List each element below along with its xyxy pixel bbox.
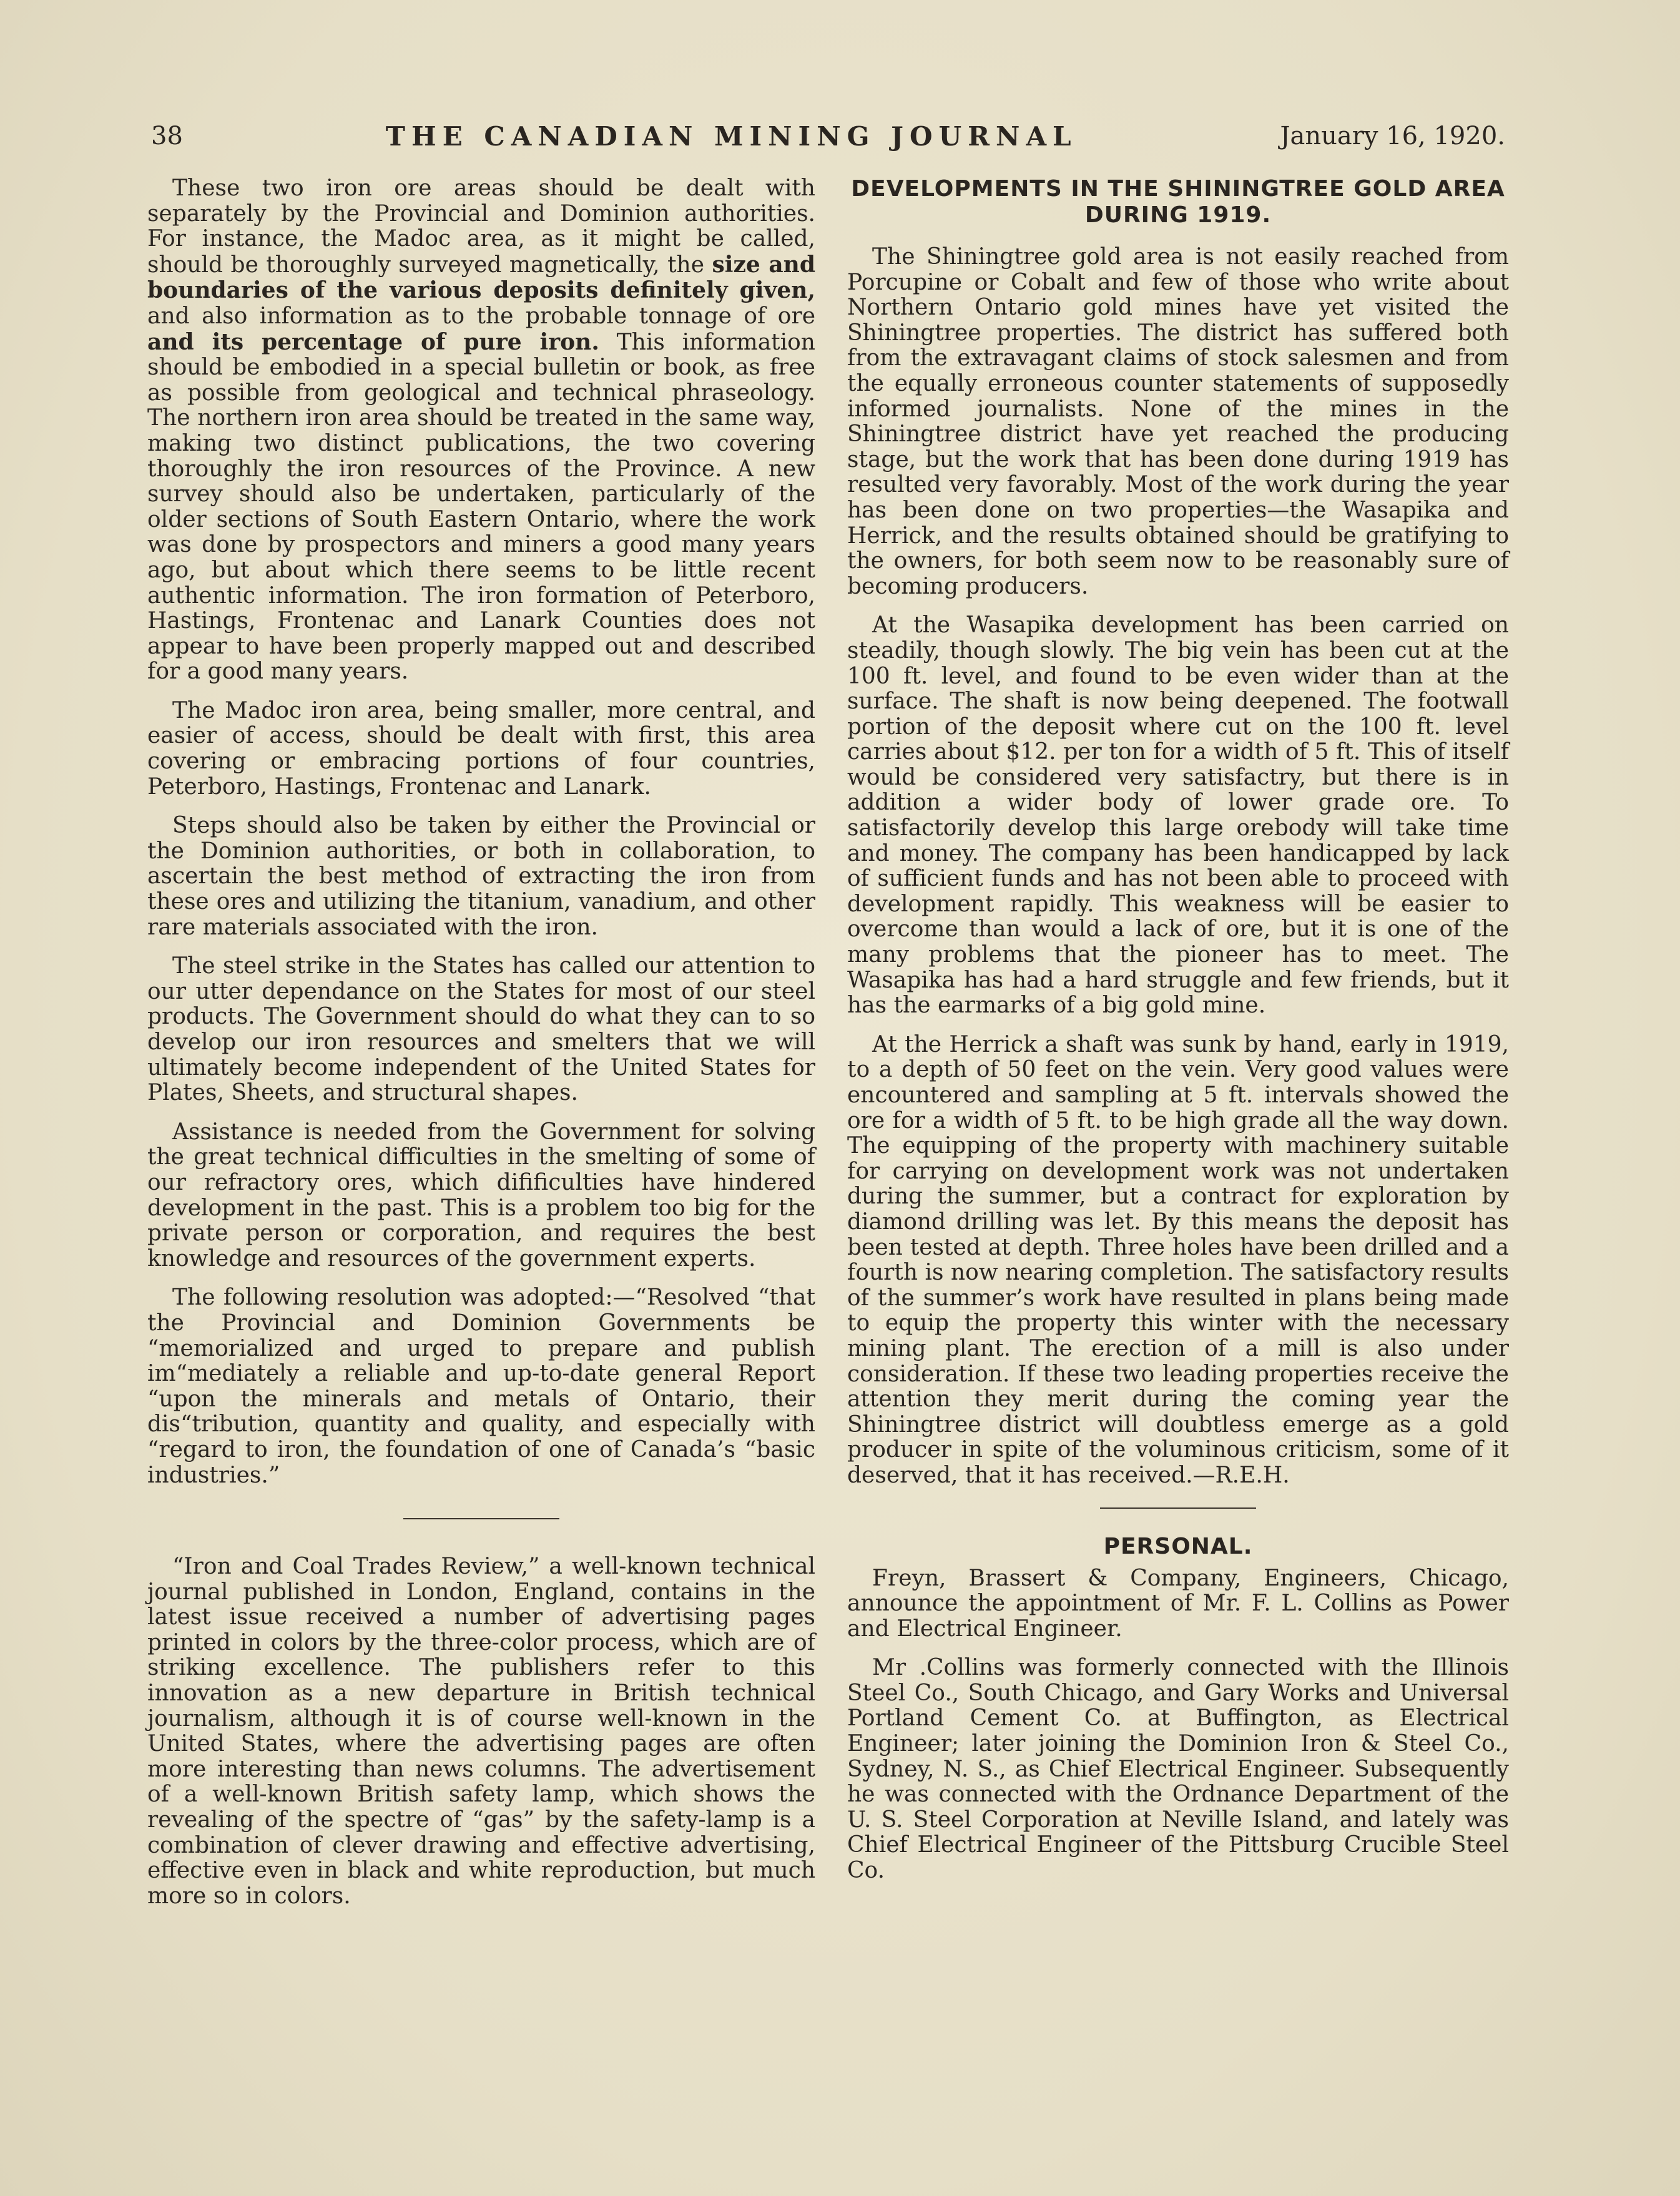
madoc-paragraph: The Madoc iron area, being smaller, more central, and easier of access, should be dealt with first, this area covering or embracing portions of four countries, Peterboro, Hastings, Frontenac and Lanark. [147, 697, 815, 800]
issue-date: January 16, 1920. [1280, 122, 1505, 150]
collins-paragraph: Mr .Collins was formerly connected with the Illinois Steel Co., South Chicago, and Gary Works and Universal Portland Cement Co. at Buffington, as Electrical Engineer; later joining the Dominion Iron & Steel Co., Sydney, N. S., as Chief Electrical Engineer. Subsequently he was connected with the Ordnance Department of the U. S. Steel Corporation at Neville Island, and lately was Chief Electrical Engineer of the Pittsburg Crucible Steel Co. [847, 1655, 1509, 1884]
text-run: This information should be embodied in a special bulletin or book, as free as possible from geological and technical phraseology. The northern iron area should be treated in the same way, making two distinct publications, the two covering thoroughly the iron resources of the Province. A new survey should also be undertaken, particularly of the older sections of South Eastern Ontario, where the work was done by prospectors and miners a good many years ago, but about which there seems to be little recent authentic information. The iron formation of Peterboro, Hastings, Frontenac and Lanark Counties does not appear to have been properly mapped out and described for a good many years. [147, 329, 815, 685]
page-header [151, 117, 1505, 155]
resolution-paragraph: The following resolution was adopted:—“Resolved “that the Provincial and Dominion Governments be “memorialized and urged to prepare and publish im“mediately a reliable and up-to-date general Report “upon the minerals and metals of Ontario, their dis“tribution, quantity and quality, and especially with “regard to iron, the foundation of one of Canada’s “basic industries.” [147, 1285, 815, 1488]
right-column [847, 176, 1509, 1898]
article-heading: DEVELOPMENTS IN THE SHININGTREE GOLD AREA DURING 1919. [851, 176, 1505, 228]
trades-review-paragraph: “Iron and Coal Trades Review,” a well-known technical journal published in London, England, contains in the latest issue received a number of advertising pages printed in colors by the three-color process, which are of striking excellence. The publishers refer to this innovation as a new departure in British technical journalism, although it is of course well-known in the United States, where the advertising pages are often more interesting than news columns. The advertisement of a well-known British safety lamp, which shows the revealing of the spectre of “gas” by the safety-lamp is a combination of clever drawing and effective advertising, effective even in black and white reproduction, but much more so in colors. [147, 1554, 815, 1909]
journal-title: THE CANADIAN MINING JOURNAL [385, 120, 1078, 152]
left-column [147, 176, 815, 1923]
page-number: 38 [151, 122, 183, 150]
text-run: These two iron ore areas should be dealt with separately by the Provincial and Dominion authorities. For instance, the Madoc area, as it might be called, should be thoroughly surveyed magnetically, the [147, 175, 815, 278]
herrick-paragraph: At the Herrick a shaft was sunk by hand, early in 1919, to a depth of 50 feet on the vein. Very good values were encountered and sampling at 5 ft. intervals showed the ore for a width of 5 ft. to be high grade all the way down. The equipping of the property with machinery suitable for carrying on development work was not undertaken during the summer, but a contract for exploration by diamond drilling was let. By this means the deposit has been tested at depth. Three holes have been drilled and a fourth is now nearing completion. The satisfactory results of the summer’s work have resulted in plans being made to equip the property this winter with the necessary mining plant. The erection of a mill is also under consideration. If these two leading properties receive the attention they merit during the coming year the Shiningtree district will doubtless emerge as a gold producer in spite of the voluminous criticism, some of it deserved, that it has received.—R.E.H. [847, 1031, 1509, 1488]
assistance-paragraph: Assistance is needed from the Government for solving the great technical difficulties in the smelting of some of our refractory ores, which difificulties have hindered development in the past. This is a problem too big for the private person or corporation, and requires the best knowledge and resources of the government experts. [147, 1119, 815, 1272]
section-divider [403, 1518, 559, 1519]
personal-heading: PERSONAL. [1103, 1533, 1253, 1559]
iron-ore-paragraph [147, 176, 815, 685]
bold-text: size and boundaries of the various deposits definitely given, [147, 251, 815, 304]
shiningtree-intro-paragraph: The Shiningtree gold area is not easily reached from Porcupine or Cobalt and few of those who write about Northern Ontario gold mines have yet visited the Shiningtree properties. The district has suffered both from the extravagant claims of stock salesmen and from the equally erroneous counter statements of supposedly informed journalists. None of the mines in the Shiningtree district have yet reached the producing stage, but the work that has been done during 1919 has resulted very favorably. Most of the work during the year has been done on two properties—the Wasapika and Herrick, and the results obtained should be gratifying to the owners, for both seem now to be reasonably sure of becoming producers. [847, 244, 1509, 599]
wasapika-paragraph: At the Wasapika development has been carried on steadily, though slowly. The big vein has been cut at the 100 ft. level, and found to be even wider than at the surface. The shaft is now being deepened. The footwall portion of the deposit where cut on the 100 ft. level carries about $12. per ton for a width of 5 ft. This of itself would be considered very satisfactry, but there is in addition a wider body of lower grade ore. To satisfactorily develop this large orebody will take time and money. The company has been handicapped by lack of sufficient funds and has not been able to proceed with development rapidly. This weakness will be easier to overcome than would a lack of ore, but it is one of the many problems that the pioneer has to meet. The Wasapika has had a hard struggle and few friends, but it has the earmarks of a big gold mine. [847, 612, 1509, 1019]
bold-text: and its percentage of pure iron. [147, 328, 599, 355]
steel-strike-paragraph: The steel strike in the States has called our attention to our utter dependance on the States for most of our steel products. The Government should do what they can to so develop our iron resources and smelters that we will ultimately become independent of the United States for Plates, Sheets, and structural shapes. [147, 953, 815, 1106]
section-divider [1100, 1507, 1256, 1509]
steps-paragraph: Steps should also be taken by either the Provincial or the Dominion authorities, or both in collaboration, to ascertain the best method of extracting the iron from these ores and utilizing the titanium, vanadium, and other rare materials associated with the iron. [147, 813, 815, 940]
text-run: and also information as to the probable tonnage of ore [147, 303, 815, 329]
appointment-paragraph: Freyn, Brassert & Company, Engineers, Chicago, announce the appointment of Mr. F. L. Collins as Power and Electrical Engineer. [847, 1565, 1509, 1642]
